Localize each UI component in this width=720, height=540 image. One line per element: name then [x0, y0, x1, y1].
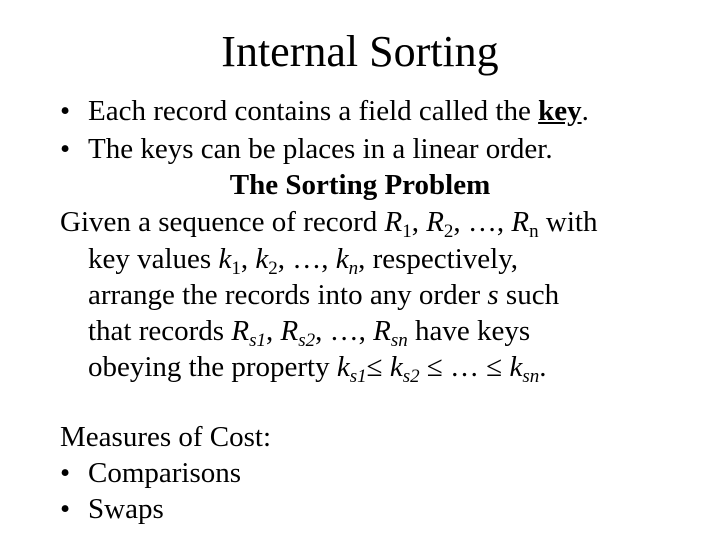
ellipsis: , …, [315, 315, 374, 347]
measures-heading: Measures of Cost: [60, 421, 272, 453]
bullet-glyph: • [60, 95, 71, 127]
var-k: k [255, 243, 269, 275]
measure-label: Comparisons [88, 457, 242, 489]
key-term: key [538, 95, 582, 127]
var-R: R [373, 315, 391, 347]
subscript: n [348, 258, 359, 279]
subscript: n [529, 221, 539, 242]
problem-text: , respectively, [358, 243, 519, 275]
var-R: R [280, 315, 299, 347]
problem-text: that records [88, 315, 232, 347]
subscript: s1 [249, 330, 266, 351]
problem-text: with [538, 206, 598, 238]
ellipsis: , …, [277, 243, 336, 275]
bullet-text: The keys can be places in a linear order. [88, 133, 553, 165]
var-s: s [487, 279, 499, 311]
var-k: k [509, 351, 523, 383]
bullet-text: Each record contains a field called the [88, 95, 539, 127]
leq-chain: ≤ … ≤ [419, 351, 510, 383]
measure-item [60, 456, 241, 490]
problem-text: have keys [407, 315, 531, 347]
bullet-punct: . [581, 95, 589, 127]
subscript: sn [390, 330, 408, 351]
problem-text: key values [88, 243, 219, 275]
bullet-key-field [60, 94, 589, 128]
problem-text: such [498, 279, 560, 311]
subscript: 2 [443, 221, 454, 242]
problem-text: Given a sequence of record [60, 206, 385, 238]
measure-item [60, 492, 164, 526]
var-k: k [389, 351, 403, 383]
problem-line-1 [60, 205, 598, 242]
slide-title: Internal Sorting [221, 27, 499, 76]
problem-punct: . [539, 351, 547, 383]
problem-text: arrange the records into any order [88, 279, 488, 311]
subscript: s2 [402, 366, 420, 387]
leq-symbol: ≤ [366, 351, 390, 383]
bullet-glyph: • [60, 457, 71, 489]
var-k: k [218, 243, 232, 275]
bullet-glyph: • [60, 133, 71, 165]
bullet-glyph: • [60, 493, 71, 525]
problem-line-3 [88, 278, 559, 312]
problem-line-5 [88, 350, 547, 387]
sorting-problem-heading: The Sorting Problem [229, 169, 491, 201]
ellipsis: , …, [453, 206, 512, 238]
var-k: k [336, 351, 350, 383]
subscript: sn [522, 366, 540, 387]
var-R: R [231, 315, 250, 347]
separator: , [411, 206, 427, 238]
var-R: R [384, 206, 403, 238]
subscript: s1 [349, 366, 367, 387]
subscript: 1 [402, 221, 412, 242]
var-k: k [335, 243, 349, 275]
problem-line-2 [88, 242, 519, 279]
separator: , [265, 315, 281, 347]
separator: , [240, 243, 256, 275]
measure-label: Swaps [88, 493, 164, 525]
problem-text: obeying the property [88, 351, 337, 383]
subscript: 2 [268, 258, 278, 279]
problem-line-4 [88, 314, 531, 351]
subscript: 1 [231, 258, 241, 279]
subscript: s2 [298, 330, 316, 351]
var-R: R [426, 206, 444, 238]
bullet-linear-order [60, 132, 553, 166]
var-R: R [511, 206, 530, 238]
